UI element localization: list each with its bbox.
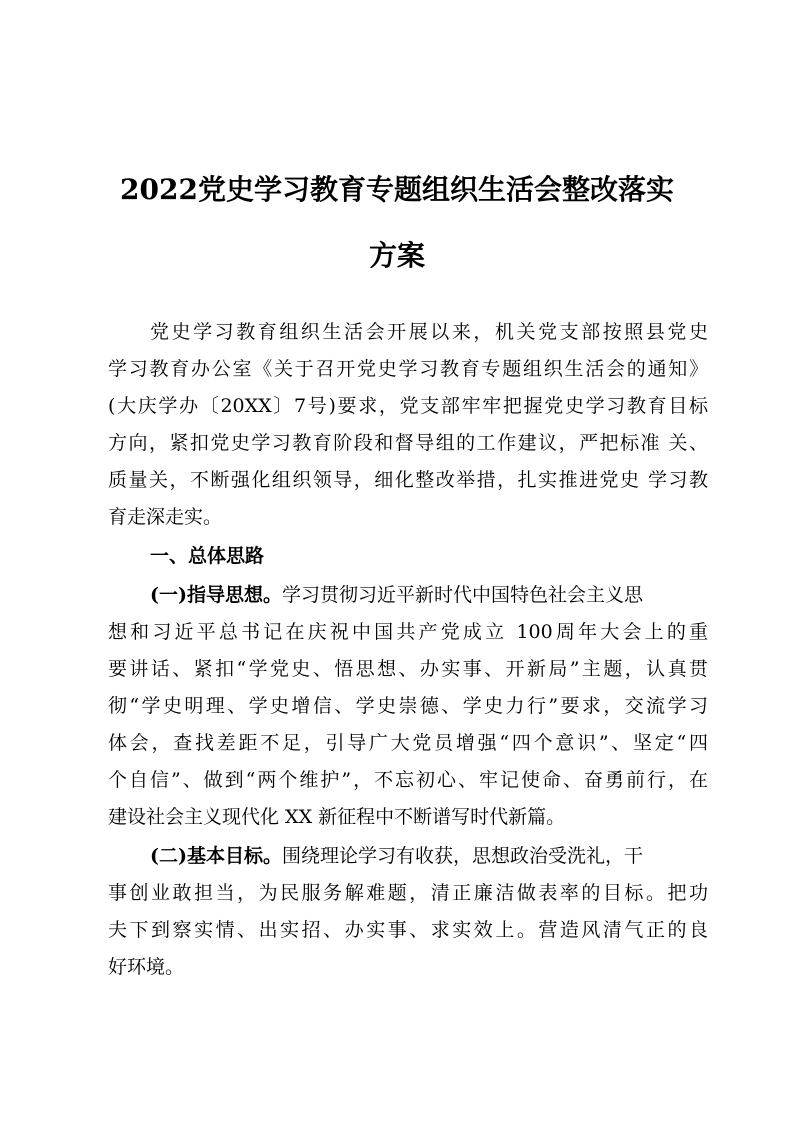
subsection-1-text: 学习贯彻习近平新时代中国特色社会主义思 <box>281 584 643 606</box>
intro-line: (大庆学办〔20XX〕7号)要求，党支部牢牢把握党史学习教育目标 <box>108 395 708 417</box>
subsection-1-line: 个自信”、做到“两个维护”，不忘初心、牢记使命、奋勇前行，在 <box>108 769 708 791</box>
subsection-1-line: 建设社会主义现代化 XX 新征程中不断谱写时代新篇。 <box>108 806 566 828</box>
intro-line: 党史学习教育组织生活会开展以来，机关党支部按照县党史 <box>150 321 708 343</box>
subsection-2-label: (二)基本目标。 <box>150 845 282 867</box>
intro-line: 方向，紧扣党史学习教育阶段和督导组的工作建议，严把标准 关、 <box>108 432 708 454</box>
section-heading: 一、总体思路 <box>150 545 265 567</box>
subsection-2-first-line <box>150 841 708 871</box>
subsection-1-line: 想和习近平总书记在庆祝中国共产党成立 100周年大会上的重 <box>108 621 708 643</box>
subsection-1-line: 彻“学史明理、学史增信、学史崇德、学史力行”要求，交流学习 <box>108 695 708 717</box>
document-title-line-2: 方案 <box>368 239 425 272</box>
subsection-2-line: 夫下到察实情、出实招、办实事、求实效上。营造风清气正的良 <box>108 919 708 941</box>
subsection-2-line: 好环境。 <box>108 956 185 978</box>
intro-line: 质量关，不断强化组织领导，细化整改举措，扎实推进党史 学习教 <box>108 469 708 491</box>
document-title-line-1: 2022党史学习教育专题组织生活会整改落实 <box>120 173 674 206</box>
subsection-2-text: 围绕理论学习有收获，思想政治受洗礼，干 <box>281 845 643 867</box>
subsection-1-label: (一)指导思想。 <box>150 584 282 606</box>
intro-line: 学习教育办公室《关于召开党史学习教育专题组织生活会的通知》 <box>108 358 708 380</box>
subsection-1-first-line <box>150 580 708 610</box>
intro-line: 育走深走实。 <box>108 506 223 528</box>
subsection-1-line: 要讲话、紧扣“学党史、悟思想、办实事、开新局”主题，认真贯 <box>108 658 708 680</box>
subsection-2-line: 事创业敢担当，为民服务解难题，清正廉洁做表率的目标。把功 <box>108 882 708 904</box>
subsection-1-line: 体会，查找差距不足，引导广大党员增强“四个意识”、坚定“四 <box>108 732 708 754</box>
